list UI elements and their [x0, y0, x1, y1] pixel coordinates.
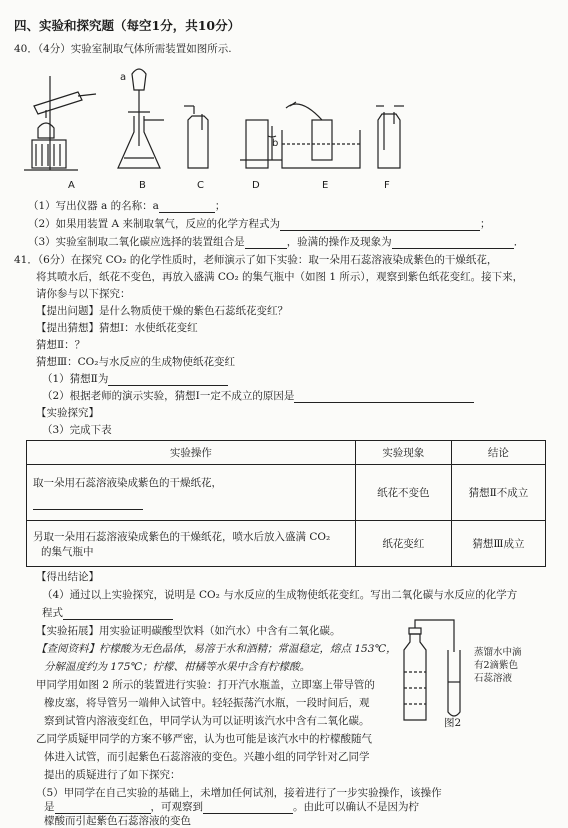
q41-sub3: （3）完成下表 [42, 424, 112, 436]
blank-operation[interactable] [55, 802, 151, 814]
q41-data1: 【查阅资料】柠檬酸为无色晶体，易溶于水和酒精；常温稳定，熔点 153℃， [36, 643, 397, 655]
figure2-label: 图2 [444, 717, 462, 729]
table-row [27, 465, 546, 521]
q41-line2: 将其喷水后，纸花不变色，再放入盛满 CO₂ 的集气瓶中（如图 1 所示），观察到紫色纸花变红。接下来， [36, 271, 524, 283]
section-title: 四、实验和探究题（每空1分，共10分） [14, 18, 241, 33]
blank-guess2[interactable] [108, 374, 228, 386]
q40-sub3: （3）实验室制取二氧化碳应选择的装置组合是 ，验满的操作及现象为 ． [28, 236, 525, 248]
q41-sub1: （1）猜想Ⅱ为 [42, 372, 228, 386]
q41-data2: 分解温度约为 175℃；柠檬、柑橘等水果中含有柠檬酸。 [44, 661, 311, 673]
blank-co2-apparatus[interactable] [245, 237, 287, 249]
row1-phenomenon: 纸花不变色 [355, 465, 451, 521]
q41-sub4b: 程式 [42, 606, 173, 620]
experiment-table [26, 440, 546, 567]
table-header-conclusion: 结论 [451, 441, 545, 465]
row2-operation-cont: 的集气瓶中 [41, 545, 94, 558]
row2-operation: 另取一朵用石蕊溶液染成紫色的干燥纸花，喷水后放入盛满 CO₂ [33, 530, 331, 543]
blank-o2-equation[interactable] [280, 219, 480, 231]
q41-guess2: 猜想Ⅱ：？ [36, 339, 86, 351]
q41-guess3: 猜想Ⅲ：CO₂与水反应的生成物使纸花变红 [36, 356, 235, 368]
q41-sub5b: 是 ，可观察到 。由此可以确认不是因为柠 [44, 801, 419, 813]
label-f: F [384, 180, 390, 191]
label-a: A [68, 180, 75, 191]
row1-conclusion: 猜想Ⅱ不成立 [451, 465, 545, 521]
blank-row1-operation[interactable] [33, 498, 143, 510]
label-c: C [197, 180, 204, 191]
figure2-note: 蒸馏水中滴 有2滴紫色 石蕊溶液 [474, 647, 522, 684]
q41-sub5a: （5）甲同学在自己实验的基础上，未增加任何试剂，接着进行了一步实验操作，该操作 [36, 787, 442, 799]
row2-phenomenon: 纸花变红 [355, 521, 451, 567]
label-small-b: b [272, 138, 279, 149]
q41-conclusion: 【得出结论】 [36, 571, 99, 583]
q40-sub1: （1）写出仪器 a 的名称：a ； [28, 200, 226, 212]
row1-operation: 取一朵用石蕊溶液染成紫色的干燥纸花， [33, 477, 222, 489]
blank-instrument-a[interactable] [159, 201, 215, 213]
q41-extension: 【实验拓展】用实验证明碳酸型饮料（如汽水）中含有二氧化碳。 [36, 625, 341, 637]
q41-p3: 察到试管内溶液变红色，甲同学认为可以证明该汽水中含有二氧化碳。 [44, 715, 370, 727]
blank-observation[interactable] [203, 802, 293, 814]
q41-line3: 请你参与以下探究： [36, 288, 131, 300]
label-d: D [252, 180, 260, 191]
blank-co2-check[interactable] [392, 237, 514, 249]
table-header-operation: 实验操作 [27, 441, 356, 465]
q40-sub2: （2）如果用装置 A 来制取氧气，反应的化学方程式为 ； [28, 218, 491, 230]
table-row [27, 521, 546, 567]
label-b: B [139, 180, 146, 191]
row2-conclusion: 猜想Ⅲ成立 [451, 521, 545, 567]
figure2-apparatus [392, 616, 472, 724]
apparatus-figure [20, 66, 440, 196]
q41-line1: 41．（6分）在探究 CO₂ 的化学性质时，老师演示了如下实验：取一朵用石蕊溶液染成紫色的干燥纸花， [14, 254, 498, 266]
q41-p5: 体进入试管，而引起紫色石蕊溶液的变色。兴趣小组的同学针对乙同学 [44, 751, 370, 763]
q41-sub5e: 檬酸而引起紫色石蕊溶液的变色 [44, 815, 191, 827]
q41-p1: 甲同学用如图 2 所示的装置进行实验：打开汽水瓶盖，立即塞上带导管的 [36, 679, 375, 691]
q41-p2: 橡皮塞，将导管另一端伸入试管中。轻轻振荡汽水瓶，一段时间后，观 [44, 697, 370, 709]
q40-stem: 40．（4分）实验室制取气体所需装置如图所示. [14, 43, 232, 55]
q41-explore: 【实验探究】 [36, 407, 99, 419]
table-header-phenomenon: 实验现象 [355, 441, 451, 465]
label-small-a: a [120, 72, 127, 83]
q41-sub2: （2）根据老师的演示实验，猜想Ⅰ一定不成立的原因是 [42, 389, 474, 403]
q41-p4: 乙同学质疑甲同学的方案不够严密，认为也可能是该汽水中的柠檬酸随气 [36, 733, 372, 745]
blank-guess1-reason[interactable] [294, 391, 474, 403]
label-e: E [322, 180, 329, 191]
q41-question: 【提出问题】是什么物质使干燥的紫色石蕊纸花变红？ [36, 305, 288, 317]
q41-p6: 提出的质疑进行了如下探究： [44, 769, 181, 781]
blank-co2-water-equation[interactable] [63, 608, 173, 620]
q41-guess1: 【提出猜想】猜想Ⅰ：水使纸花变红 [36, 322, 198, 334]
q41-sub4: （4）通过以上实验探究，说明是 CO₂ 与水反应的生成物使纸花变红。写出二氧化碳与水反应的化学方 [42, 589, 518, 601]
